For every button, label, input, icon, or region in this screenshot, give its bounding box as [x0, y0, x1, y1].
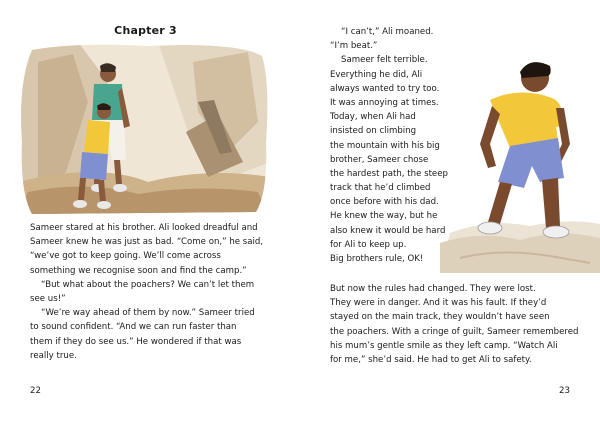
text-line: stayed on the main track, they wouldn’t have seen: [330, 312, 550, 323]
text-line: see us!”: [30, 293, 66, 304]
text-line: Today, when Ali had: [330, 112, 416, 123]
page-number-right: 23: [559, 386, 570, 396]
text-line: Everything he did, Ali: [330, 69, 423, 80]
right-page-bottom-text: [330, 282, 590, 367]
text-line: also knew it would be hard: [330, 225, 446, 236]
page-number-left: 22: [30, 386, 41, 396]
text-line: the hardest path, the steep: [330, 168, 448, 179]
text-line: track that he’d climbed: [330, 183, 431, 194]
text-line: Sameer stared at his brother. Ali looked dreadful and: [30, 223, 258, 233]
text-line: Sameer knew he was just as bad. “Come on,” he said,: [30, 237, 264, 248]
text-line: to sound confident. “And we can run faster than: [30, 322, 237, 333]
left-page-paragraph: [30, 221, 280, 363]
text-line: brother, Sameer chose: [330, 154, 429, 165]
tired-boy-illustration: [440, 48, 600, 273]
text-line: Big brothers rule, OK!: [330, 254, 424, 264]
text-line: them if they do see us.” He wondered if that was: [30, 336, 242, 347]
text-line: “I can’t,” Ali moaned.: [341, 27, 434, 37]
text-line: once before with his dad.: [330, 197, 439, 208]
text-line: “But what about the poachers? We can’t let them: [41, 279, 255, 290]
text-line: “we’ve got to keep going. We’ll come across: [30, 251, 221, 262]
text-line: for Ali to keep up.: [330, 239, 407, 250]
text-line: his mum’s gentle smile as they left camp. “Watch Ali: [330, 340, 558, 351]
text-line: It was annoying at times.: [330, 97, 439, 108]
text-line: He knew the way, but he: [330, 211, 438, 222]
text-line: something we recognise soon and find the camp.”: [30, 265, 247, 276]
text-line: for me,” she’d said. He had to get Ali to safety.: [330, 354, 532, 365]
text-line: But now the rules had changed. They were lost.: [330, 284, 536, 294]
text-line: the poachers. With a cringe of guilt, Sameer remembered: [330, 326, 579, 337]
text-line: really true.: [30, 350, 77, 361]
chapter-title: Chapter 3: [114, 24, 177, 37]
text-line: the mountain with his big: [330, 140, 440, 151]
text-line: “We’re way ahead of them by now.” Sameer tried: [41, 308, 255, 319]
text-line: “I’m beat.”: [330, 41, 378, 52]
text-line: Sameer felt terrible.: [341, 55, 428, 66]
text-line: They were in danger. And it was his fault. If they’d: [330, 298, 547, 309]
text-line: always wanted to try too.: [330, 83, 440, 94]
brothers-illustration: [18, 42, 270, 217]
text-line: insisted on climbing: [330, 126, 417, 137]
